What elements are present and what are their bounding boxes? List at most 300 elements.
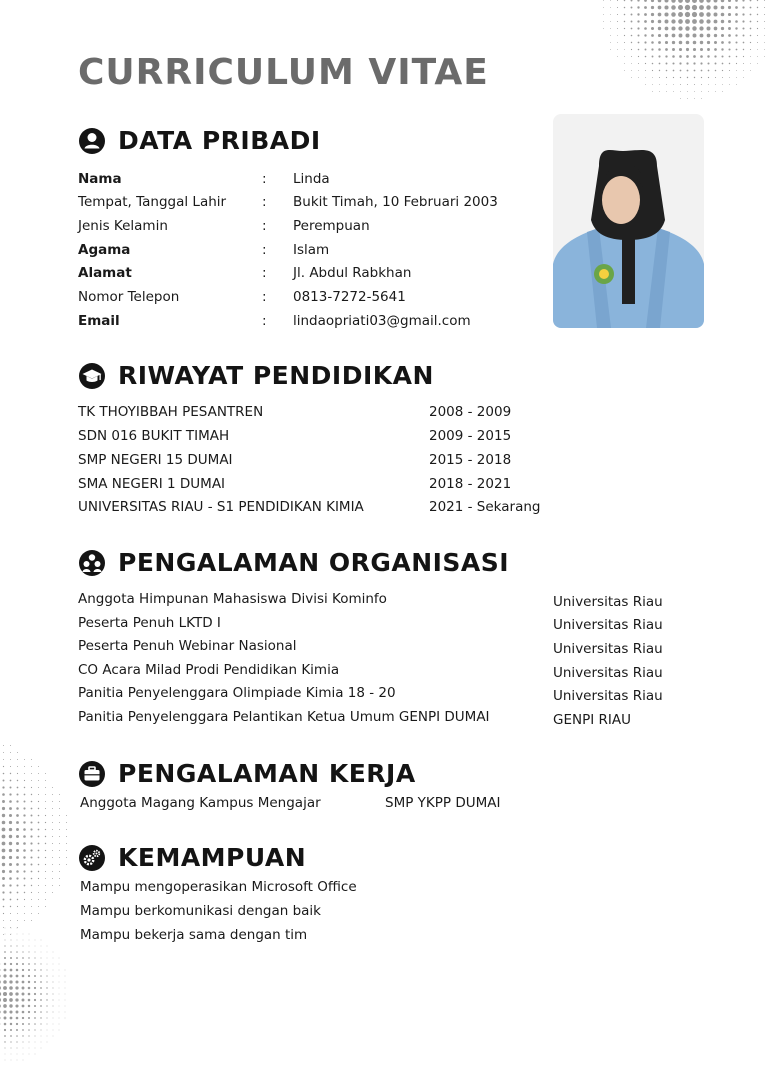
decoration-dot: [729, 63, 730, 64]
decoration-dot: [9, 891, 11, 893]
decoration-dot: [52, 843, 53, 844]
decoration-dot: [9, 863, 12, 866]
organization-name: Universitas Riau: [553, 665, 663, 681]
decoration-dot: [38, 871, 39, 872]
decoration-dot: [757, 28, 758, 29]
field-separator: :: [262, 242, 267, 258]
decoration-dot: [17, 913, 18, 914]
decoration-dot: [736, 70, 737, 71]
decoration-dot: [673, 77, 674, 78]
decoration-dot: [715, 84, 716, 85]
decoration-dot: [624, 14, 626, 16]
decoration-dot: [52, 836, 53, 837]
decoration-dot: [59, 829, 60, 830]
decoration-dot: [29, 1054, 30, 1055]
organization-role: Panitia Penyelenggara Pelantikan Ketua Umum GENPI DUMAI: [78, 709, 490, 725]
decoration-dot: [22, 1005, 25, 1008]
decoration-dot: [624, 0, 625, 1]
decoration-dot: [603, 21, 604, 22]
decoration-dot: [11, 928, 12, 929]
decoration-dot: [46, 975, 47, 976]
decoration-dot: [16, 814, 19, 817]
decoration-dot: [5, 1054, 6, 1055]
decoration-dot: [701, 91, 702, 92]
decoration-dot: [9, 849, 12, 852]
decoration-dot: [728, 0, 731, 2]
decoration-dot: [736, 63, 737, 64]
decoration-dot: [38, 801, 39, 802]
decoration-dot: [743, 63, 744, 64]
decoration-dot: [52, 864, 53, 865]
decoration-dot: [2, 891, 4, 893]
decoration-dot: [701, 77, 702, 78]
decoration-dot: [16, 1035, 18, 1037]
decoration-dot: [28, 981, 30, 983]
decoration-dot: [46, 993, 47, 994]
decoration-dot: [53, 970, 54, 971]
decoration-dot: [721, 27, 724, 30]
decoration-dot: [59, 976, 60, 977]
decoration-dot: [17, 934, 18, 935]
decoration-dot: [24, 773, 25, 774]
decoration-dot: [30, 835, 32, 837]
decoration-dot: [617, 0, 618, 1]
decoration-dot: [2, 842, 6, 846]
field-separator: :: [262, 289, 267, 305]
decoration-dot: [692, 26, 696, 30]
decoration-dot: [693, 34, 697, 38]
decoration-dot: [722, 91, 723, 92]
decoration-dot: [2, 821, 6, 825]
decoration-dot: [721, 48, 723, 50]
decoration-dot: [4, 1035, 6, 1037]
decoration-dot: [701, 70, 703, 72]
decoration-dot: [4, 963, 6, 965]
decoration-dot: [651, 41, 654, 44]
decoration-dot: [47, 964, 48, 965]
section-pengalaman-organisasi: [78, 548, 509, 577]
decoration-dot: [16, 828, 19, 831]
field-separator: :: [262, 171, 267, 187]
decoration-dot: [11, 1054, 12, 1055]
decoration-dot: [45, 857, 46, 858]
decoration-dot: [17, 780, 18, 781]
decoration-dot: [750, 56, 751, 57]
decoration-dot: [9, 835, 12, 838]
decoration-dot: [22, 957, 24, 959]
gears-icon: [78, 844, 106, 872]
decoration-dot: [24, 899, 25, 900]
decoration-dot: [59, 1000, 60, 1001]
decoration-dot: [700, 34, 704, 38]
section-riwayat-pendidikan: [78, 361, 434, 390]
decoration-dot: [22, 981, 25, 984]
decoration-dot: [30, 828, 32, 830]
graduation-cap-icon: [78, 362, 106, 390]
decoration-dot: [742, 0, 744, 2]
decoration-dot: [65, 976, 66, 977]
decoration-dot: [29, 946, 30, 947]
decoration-dot: [16, 951, 18, 953]
decoration-dot: [750, 49, 751, 50]
decoration-dot: [31, 759, 32, 760]
decoration-dot: [23, 807, 25, 809]
decoration-dot: [707, 27, 711, 31]
decoration-dot: [38, 773, 39, 774]
decoration-dot: [38, 899, 39, 900]
decoration-dot: [45, 822, 46, 823]
decoration-dot: [65, 982, 66, 983]
decoration-dot: [3, 759, 4, 760]
education-school: UNIVERSITAS RIAU - S1 PENDIDIKAN KIMIA: [78, 499, 364, 515]
decoration-dot: [31, 892, 32, 893]
decoration-dot: [678, 5, 683, 10]
decoration-dot: [15, 986, 18, 989]
decoration-dot: [631, 70, 632, 71]
decoration-dot: [714, 13, 718, 17]
decoration-dot: [664, 12, 668, 16]
decoration-dot: [764, 14, 765, 15]
decoration-dot: [685, 12, 690, 17]
decoration-dot: [53, 1036, 54, 1037]
decoration-dot: [22, 975, 25, 978]
decoration-dot: [671, 0, 675, 3]
decoration-dot: [4, 969, 7, 972]
decoration-dot: [38, 822, 40, 824]
decoration-dot: [45, 892, 46, 893]
decoration-dot: [610, 42, 611, 43]
decoration-dot: [687, 91, 688, 92]
decoration-dot: [45, 878, 46, 879]
decoration-dot: [28, 975, 30, 977]
decoration-dot: [603, 7, 604, 8]
decoration-dot: [708, 91, 709, 92]
organization-name: Universitas Riau: [553, 641, 663, 657]
decoration-dot: [757, 63, 758, 64]
decoration-dot: [38, 913, 39, 914]
decoration-dot: [46, 987, 47, 988]
decoration-dot: [0, 1010, 1, 1013]
decoration-dot: [9, 842, 12, 845]
decoration-dot: [603, 28, 604, 29]
decoration-dot: [722, 63, 724, 65]
decoration-dot: [52, 999, 53, 1000]
decoration-dot: [658, 6, 662, 10]
decoration-dot: [17, 892, 19, 894]
decoration-dot: [665, 34, 668, 37]
field-value: Perempuan: [293, 218, 370, 234]
decoration-dot: [24, 885, 26, 887]
decoration-dot: [9, 986, 13, 990]
decoration-dot: [750, 63, 751, 64]
decoration-dot: [38, 906, 39, 907]
decoration-dot: [679, 62, 681, 64]
dot-pattern-decoration-bottom-left: [0, 925, 70, 1065]
decoration-dot: [694, 84, 695, 85]
decoration-dot: [45, 815, 46, 816]
decoration-dot: [34, 981, 36, 983]
decoration-dot: [651, 6, 654, 9]
briefcase-icon: [78, 760, 106, 788]
decoration-dot: [652, 77, 653, 78]
skill-item: Mampu bekerja sama dengan tim: [80, 927, 307, 943]
decoration-dot: [678, 26, 682, 30]
decoration-dot: [700, 41, 703, 44]
decoration-dot: [0, 986, 1, 990]
field-separator: :: [262, 194, 267, 210]
decoration-dot: [707, 41, 710, 44]
decoration-dot: [617, 56, 618, 57]
decoration-dot: [678, 0, 683, 3]
decoration-dot: [679, 34, 683, 38]
decoration-dot: [52, 892, 53, 893]
decoration-dot: [28, 987, 31, 990]
decoration-dot: [52, 801, 53, 802]
decoration-dot: [644, 20, 647, 23]
decoration-dot: [45, 885, 46, 886]
decoration-dot: [34, 1023, 36, 1025]
decoration-dot: [721, 55, 723, 57]
decoration-dot: [651, 34, 654, 37]
decoration-dot: [10, 780, 12, 782]
organization-name: Universitas Riau: [553, 688, 663, 704]
decoration-dot: [23, 934, 24, 935]
decoration-dot: [693, 48, 696, 51]
field-value: lindaopriati03@gmail.com: [293, 313, 471, 329]
decoration-dot: [671, 5, 676, 10]
document-title: CURRICULUM VITAE: [78, 52, 489, 93]
decoration-dot: [52, 822, 53, 823]
decoration-dot: [31, 808, 33, 810]
decoration-dot: [658, 41, 661, 44]
decoration-dot: [757, 56, 758, 57]
decoration-dot: [680, 91, 681, 92]
decoration-dot: [52, 794, 53, 795]
decoration-dot: [728, 34, 731, 37]
decoration-dot: [34, 987, 36, 989]
decoration-dot: [66, 850, 67, 851]
decoration-dot: [59, 964, 60, 965]
section-kemampuan: [78, 843, 306, 872]
decoration-dot: [631, 56, 632, 57]
decoration-dot: [5, 934, 6, 935]
decoration-dot: [59, 1012, 60, 1013]
decoration-dot: [764, 49, 765, 50]
decoration-dot: [9, 1010, 12, 1013]
decoration-dot: [24, 878, 26, 880]
decoration-dot: [735, 0, 738, 2]
decoration-dot: [17, 899, 18, 900]
decoration-dot: [652, 84, 653, 85]
education-years: 2008 - 2009: [429, 404, 511, 420]
decoration-dot: [52, 885, 53, 886]
decoration-dot: [23, 870, 25, 872]
decoration-dot: [764, 21, 765, 22]
decoration-dot: [28, 963, 30, 965]
decoration-dot: [59, 822, 60, 823]
decoration-dot: [603, 0, 604, 1]
decoration-dot: [735, 20, 738, 23]
decoration-dot: [34, 1011, 36, 1013]
decoration-dot: [651, 48, 653, 50]
decoration-dot: [694, 70, 696, 72]
decoration-dot: [750, 42, 751, 43]
decoration-dot: [59, 808, 60, 809]
decoration-dot: [659, 63, 661, 65]
decoration-dot: [9, 998, 13, 1002]
decoration-dot: [624, 7, 626, 9]
decoration-dot: [707, 48, 710, 51]
decoration-dot: [24, 906, 25, 907]
decoration-dot: [631, 0, 633, 1]
decoration-dot: [47, 952, 48, 953]
skill-item: Mampu berkomunikasi dengan baik: [80, 903, 321, 919]
decoration-dot: [764, 0, 765, 1]
decoration-dot: [35, 1048, 36, 1049]
decoration-dot: [645, 56, 647, 58]
decoration-dot: [699, 0, 704, 3]
decoration-dot: [9, 992, 13, 996]
decoration-dot: [671, 19, 675, 23]
decoration-dot: [52, 808, 53, 809]
decoration-dot: [764, 35, 765, 36]
decoration-dot: [23, 835, 26, 838]
decoration-dot: [624, 21, 625, 22]
decoration-dot: [23, 1048, 24, 1049]
decoration-dot: [16, 877, 18, 879]
decoration-dot: [2, 828, 6, 832]
decoration-dot: [3, 974, 6, 977]
decoration-dot: [28, 969, 30, 971]
decoration-dot: [28, 1029, 30, 1031]
decoration-dot: [11, 1048, 12, 1049]
decoration-dot: [617, 49, 618, 50]
education-years: 2015 - 2018: [429, 452, 511, 468]
decoration-dot: [658, 34, 661, 37]
decoration-dot: [0, 992, 1, 996]
decoration-dot: [66, 822, 67, 823]
decoration-dot: [22, 993, 25, 996]
decoration-dot: [3, 1004, 7, 1008]
decoration-dot: [4, 951, 6, 953]
decoration-dot: [645, 63, 646, 64]
decoration-dot: [34, 1005, 36, 1007]
decoration-dot: [11, 934, 12, 935]
decoration-dot: [16, 793, 18, 795]
decoration-dot: [40, 981, 42, 983]
decoration-dot: [728, 48, 730, 50]
decoration-dot: [638, 70, 639, 71]
decoration-dot: [41, 1042, 42, 1043]
decoration-dot: [22, 969, 24, 971]
section-heading: RIWAYAT PENDIDIKAN: [118, 361, 434, 390]
decoration-dot: [16, 863, 19, 866]
decoration-dot: [686, 55, 689, 58]
organization-role: Peserta Penuh LKTD I: [78, 615, 221, 631]
decoration-dot: [41, 958, 42, 959]
decoration-dot: [65, 1018, 66, 1019]
section-pengalaman-kerja: [78, 759, 416, 788]
decoration-dot: [672, 41, 675, 44]
decoration-dot: [45, 850, 46, 851]
decoration-dot: [22, 1017, 24, 1019]
decoration-dot: [617, 42, 618, 43]
decoration-dot: [15, 980, 18, 983]
decoration-dot: [31, 780, 32, 781]
decoration-dot: [644, 27, 647, 30]
decoration-dot: [659, 77, 660, 78]
decoration-dot: [52, 871, 53, 872]
decoration-dot: [23, 946, 24, 947]
decoration-dot: [23, 1054, 24, 1055]
decoration-dot: [692, 19, 697, 24]
decoration-dot: [22, 951, 23, 952]
decoration-dot: [34, 1035, 35, 1036]
decoration-dot: [757, 42, 758, 43]
field-value: Islam: [293, 242, 329, 258]
decoration-dot: [714, 34, 717, 37]
decoration-dot: [45, 801, 46, 802]
decoration-dot: [743, 70, 744, 71]
decoration-dot: [685, 5, 690, 10]
decoration-dot: [715, 63, 717, 65]
decoration-dot: [9, 828, 12, 831]
decoration-dot: [28, 1035, 29, 1036]
decoration-dot: [645, 49, 647, 51]
decoration-dot: [610, 49, 611, 50]
decoration-dot: [40, 1011, 42, 1013]
decoration-dot: [35, 1042, 36, 1043]
decoration-dot: [46, 1005, 47, 1006]
decoration-dot: [9, 807, 12, 810]
decoration-dot: [3, 899, 5, 901]
decoration-dot: [638, 49, 640, 51]
decoration-dot: [2, 877, 5, 880]
decoration-dot: [38, 815, 40, 817]
decoration-dot: [673, 84, 674, 85]
decoration-dot: [728, 41, 730, 43]
decoration-dot: [24, 920, 25, 921]
decoration-dot: [645, 77, 646, 78]
decoration-dot: [59, 988, 60, 989]
decoration-dot: [699, 5, 704, 10]
decoration-dot: [4, 1023, 7, 1026]
decoration-dot: [692, 12, 697, 17]
decoration-dot: [38, 829, 40, 831]
decoration-dot: [59, 857, 60, 858]
decoration-dot: [637, 20, 639, 22]
decoration-dot: [59, 836, 60, 837]
decoration-dot: [10, 945, 11, 946]
decoration-dot: [16, 1023, 18, 1025]
decoration-dot: [736, 84, 737, 85]
decoration-dot: [658, 0, 662, 2]
decoration-dot: [2, 863, 5, 866]
decoration-dot: [742, 27, 744, 29]
decoration-dot: [610, 35, 611, 36]
work-role: Anggota Magang Kampus Mengajar: [80, 795, 321, 811]
decoration-dot: [45, 773, 46, 774]
decoration-dot: [10, 1017, 13, 1020]
decoration-dot: [715, 77, 716, 78]
decoration-dot: [624, 56, 625, 57]
decoration-dot: [28, 1011, 30, 1013]
decoration-dot: [31, 794, 32, 795]
decoration-dot: [10, 1041, 11, 1042]
organization-name: Universitas Riau: [553, 594, 663, 610]
decoration-dot: [59, 871, 60, 872]
decoration-dot: [52, 987, 53, 988]
